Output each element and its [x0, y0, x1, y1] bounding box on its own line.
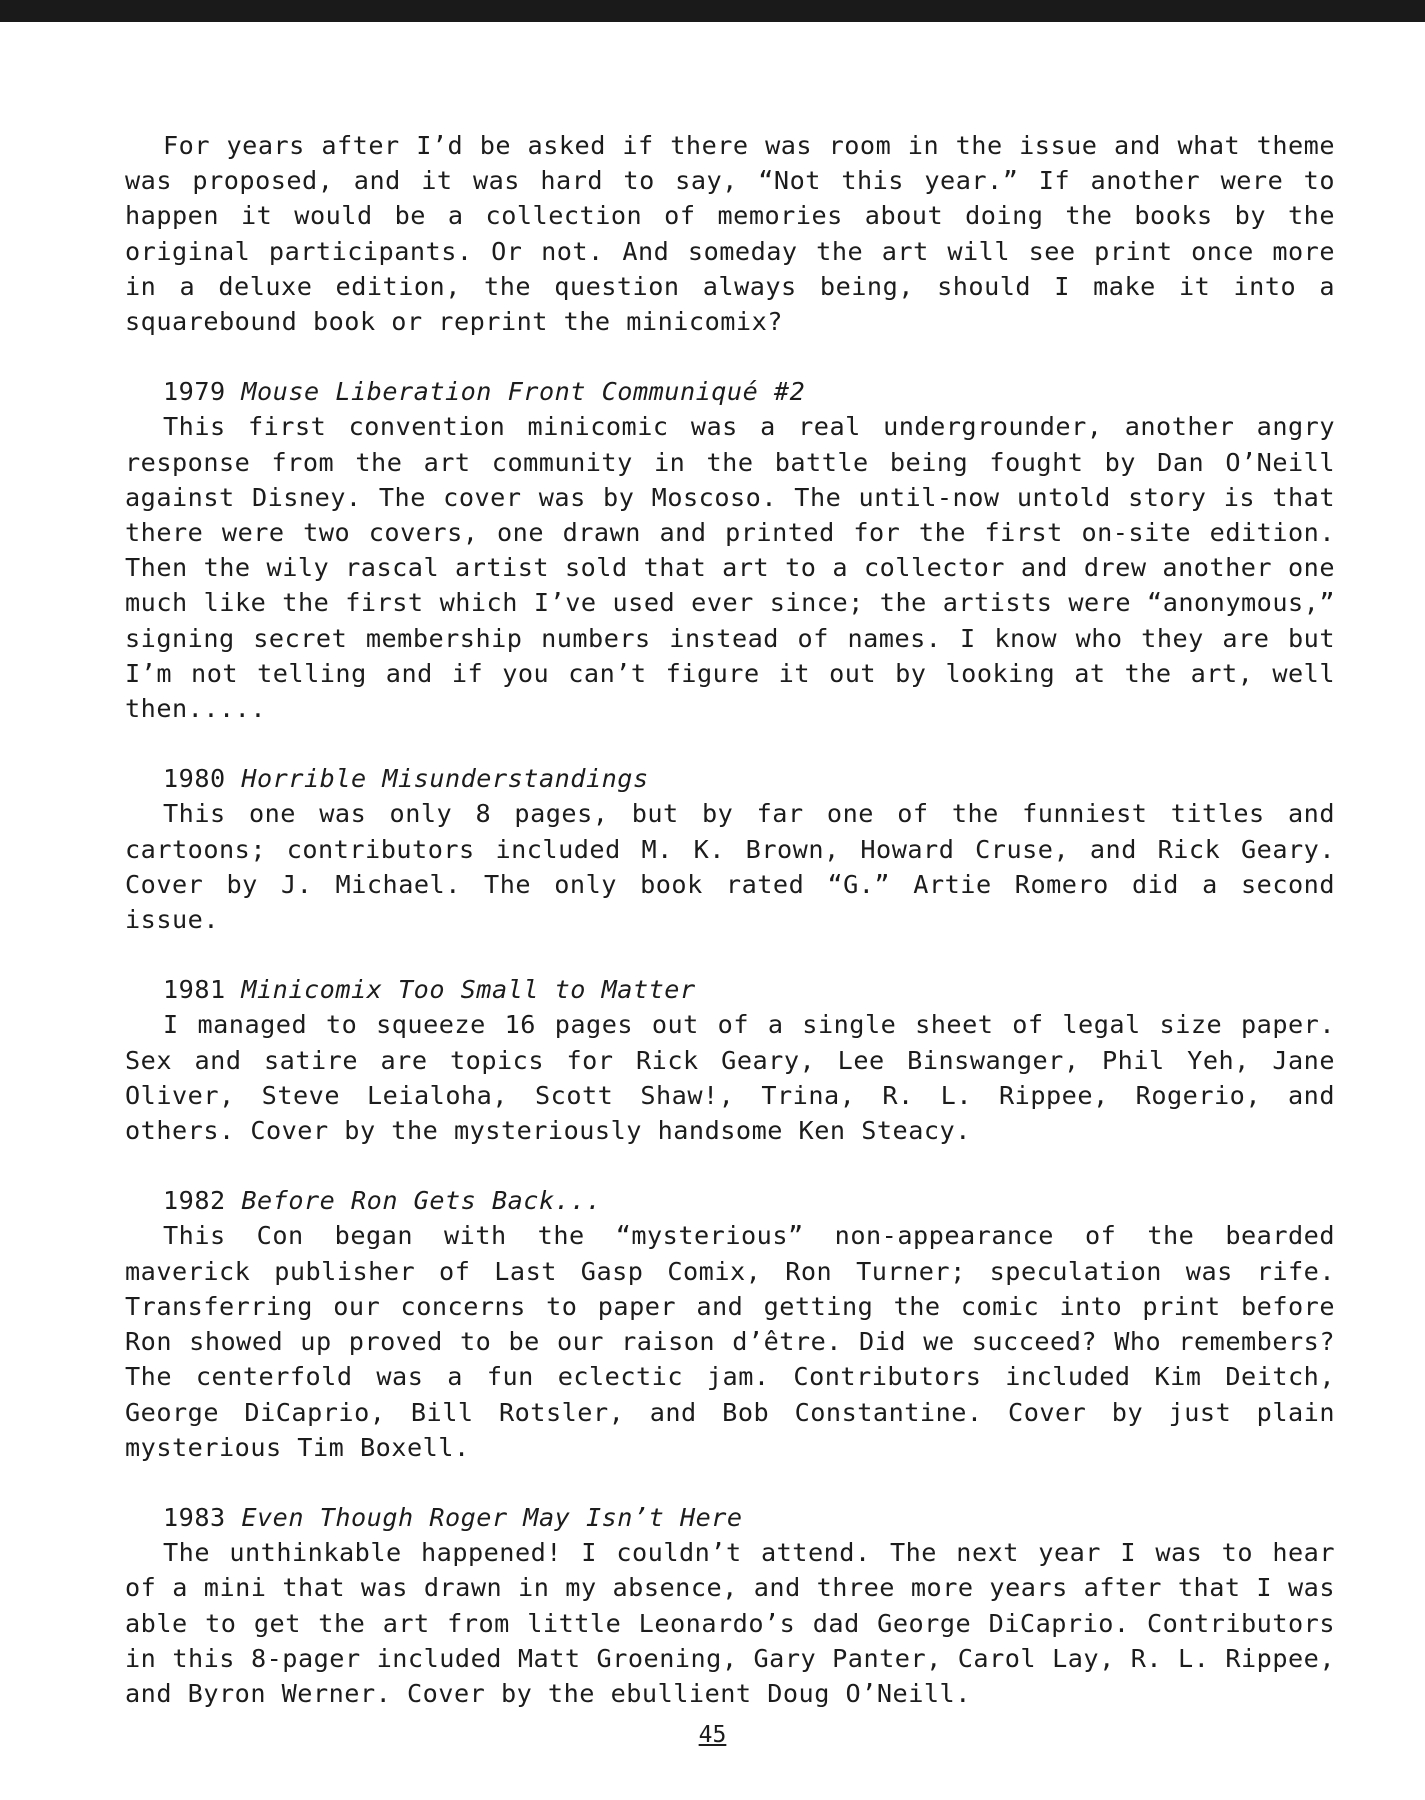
- entry-1981: [125, 972, 1335, 1148]
- entry-heading: [125, 1183, 1335, 1218]
- entry-1982: [125, 1183, 1335, 1465]
- entry-heading: [125, 1500, 1335, 1535]
- entry-title: Mouse Liberation Front Communiqué #2: [241, 377, 806, 407]
- entry-body: This first convention minicomic was a real undergrounder, another angry response from the art community in the battle being fought by Dan O’Neill against Disney. The cover was by Moscoso. The until-now untold story is that there were two covers, one drawn and printed for the first on-site edition. Then the wily rascal artist sold that art to a collector and drew another one much like the first which I’ve used ever since; the artists were “anonymous,” signing secret membership numbers instead of names. I know who they are but I’m not telling and if you can’t figure it out by looking at the art, well then.....: [125, 412, 1335, 724]
- top-border-bar: [0, 0, 1425, 22]
- entry-year: 1980: [163, 764, 226, 794]
- page-body: [125, 128, 1335, 1711]
- entry-body: The unthinkable happened! I couldn’t attend. The next year I was to hear of a mini that was drawn in my absence, and three more years after that I was able to get the art from little Leonardo’s dad George DiCaprio. Contributors in this 8-pager included Matt Groening, Gary Panter, Carol Lay, R. L. Rippee, and Byron Werner. Cover by the ebullient Doug O’Neill.: [125, 1538, 1335, 1708]
- entry-body: This Con began with the “mysterious” non-appearance of the bearded maverick publisher of Last Gasp Comix, Ron Turner; speculation was rife. Transferring our concerns to paper and getting the comic into print before Ron showed up proved to be our raison d’être. Did we succeed? Who remembers? The centerfold was a fun eclectic jam. Contributors included Kim Deitch, George DiCaprio, Bill Rotsler, and Bob Constantine. Cover by just plain mysterious Tim Boxell.: [125, 1221, 1335, 1462]
- entry-body: I managed to squeeze 16 pages out of a single sheet of legal size paper. Sex and satire are topics for Rick Geary, Lee Binswanger, Phil Yeh, Jane Oliver, Steve Leialoha, Scott Shaw!, Trina, R. L. Rippee, Rogerio, and others. Cover by the mysteriously handsome Ken Steacy.: [125, 1010, 1335, 1146]
- entry-heading: [125, 761, 1335, 796]
- intro-paragraph: For years after I’d be asked if there was room in the issue and what theme was proposed, and it was hard to say, “Not this year.” If another were to happen it would be a collection of memories about doing the books by the original participants. Or not. And someday the art will see print once more in a deluxe edition, the question always being, should I make it into a squarebound book or reprint the minicomix?: [125, 131, 1335, 337]
- entry-1983: [125, 1500, 1335, 1711]
- page-number: 45: [698, 1722, 727, 1748]
- entry-year: 1981: [163, 975, 226, 1005]
- entry-1980: [125, 761, 1335, 937]
- entry-body: This one was only 8 pages, but by far one of the funniest titles and cartoons; contributors included M. K. Brown, Howard Cruse, and Rick Geary. Cover by J. Michael. The only book rated “G.” Artie Romero did a second issue.: [125, 799, 1335, 935]
- entry-1979: [125, 374, 1335, 726]
- entry-title: Even Though Roger May Isn’t Here: [241, 1502, 743, 1532]
- entry-year: 1979: [163, 377, 226, 407]
- entry-title: Before Ron Gets Back...: [241, 1186, 602, 1216]
- entry-heading: [125, 972, 1335, 1007]
- entry-year: 1982: [163, 1186, 226, 1216]
- entry-title: Horrible Misunderstandings: [241, 764, 649, 794]
- entry-year: 1983: [163, 1502, 226, 1532]
- entry-title: Minicomix Too Small to Matter: [241, 975, 696, 1005]
- entry-heading: [125, 374, 1335, 409]
